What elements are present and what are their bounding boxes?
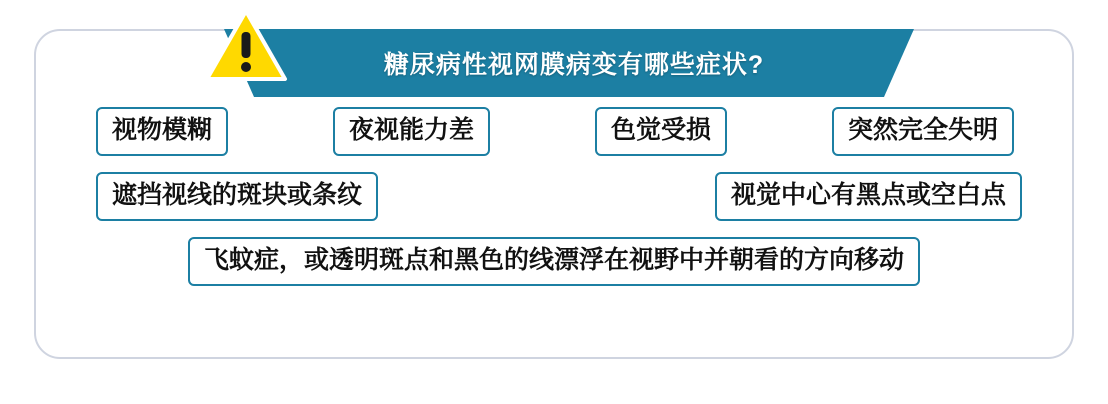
- symptom-item: 遮挡视线的斑块或条纹: [96, 172, 378, 221]
- symptom-item: 飞蚊症，或透明斑点和黑色的线漂浮在视野中并朝看的方向移动: [188, 237, 920, 286]
- symptom-item: 视物模糊: [96, 107, 228, 156]
- symptom-item: 夜视能力差: [333, 107, 490, 156]
- symptom-item: 突然完全失明: [832, 107, 1014, 156]
- symptom-row: [34, 237, 1074, 286]
- header-banner: [224, 29, 914, 97]
- warning-triangle-icon: [204, 8, 288, 82]
- symptom-row: [34, 172, 1074, 221]
- symptom-row: [34, 107, 1074, 156]
- symptom-item: 色觉受损: [595, 107, 727, 156]
- symptoms-list: [34, 107, 1074, 302]
- page-title: 糖尿病性视网膜病变有哪些症状?: [383, 51, 765, 79]
- symptom-item: 视觉中心有黑点或空白点: [715, 172, 1022, 221]
